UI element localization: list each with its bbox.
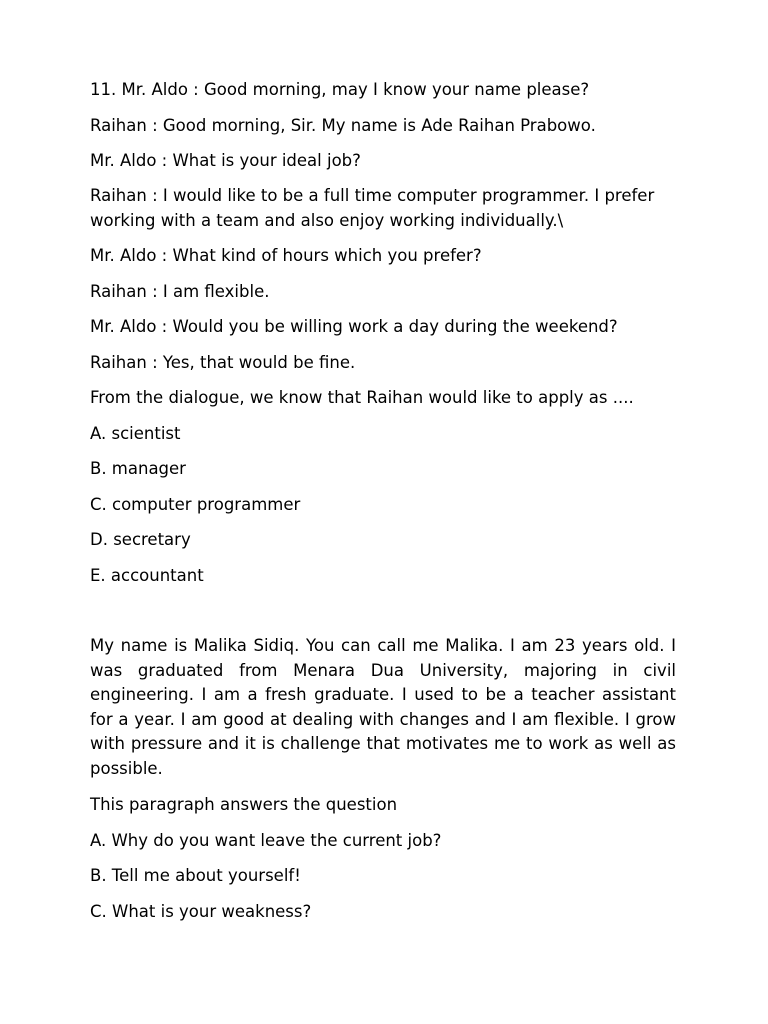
dialogue-line-6: Raihan : I am flexible. bbox=[90, 282, 270, 301]
question-11-stem: From the dialogue, we know that Raihan would like to apply as .... bbox=[90, 388, 634, 407]
dialogue-line-4: Raihan : I would like to be a full time computer programmer. I prefer working with a team and also enjoy working individually.\ bbox=[90, 186, 655, 230]
question-11-option-b: B. manager bbox=[90, 459, 186, 478]
dialogue-line-5: Mr. Aldo : What kind of hours which you prefer? bbox=[90, 246, 482, 265]
dialogue-line-3: Mr. Aldo : What is your ideal job? bbox=[90, 151, 361, 170]
question-11-option-a: A. scientist bbox=[90, 424, 181, 443]
question-12-stem: This paragraph answers the question bbox=[90, 795, 398, 814]
dialogue-line-2: Raihan : Good morning, Sir. My name is Ade Raihan Prabowo. bbox=[90, 116, 596, 135]
question-12-option-c: C. What is your weakness? bbox=[90, 902, 312, 921]
question-12-option-a: A. Why do you want leave the current job? bbox=[90, 831, 442, 850]
reading-paragraph: My name is Malika Sidiq. You can call me Malika. I am 23 years old. I was graduated from Menara Dua University, majoring in civil engineering. I am a fresh graduate. I used to be a teacher assistant for a year. I am good at dealing with changes and I am flexible. I grow with pressure and it is challenge that motivates me to work as well as possible. bbox=[90, 636, 676, 778]
dialogue-line-7: Mr. Aldo : Would you be willing work a day during the weekend? bbox=[90, 317, 618, 336]
dialogue-line-1: 11. Mr. Aldo : Good morning, may I know your name please? bbox=[90, 80, 590, 99]
question-12-option-b: B. Tell me about yourself! bbox=[90, 866, 301, 885]
dialogue-line-8: Raihan : Yes, that would be fine. bbox=[90, 353, 356, 372]
question-11-option-c: C. computer programmer bbox=[90, 495, 301, 514]
question-11-option-e: E. accountant bbox=[90, 566, 204, 585]
question-11-option-d: D. secretary bbox=[90, 530, 191, 549]
